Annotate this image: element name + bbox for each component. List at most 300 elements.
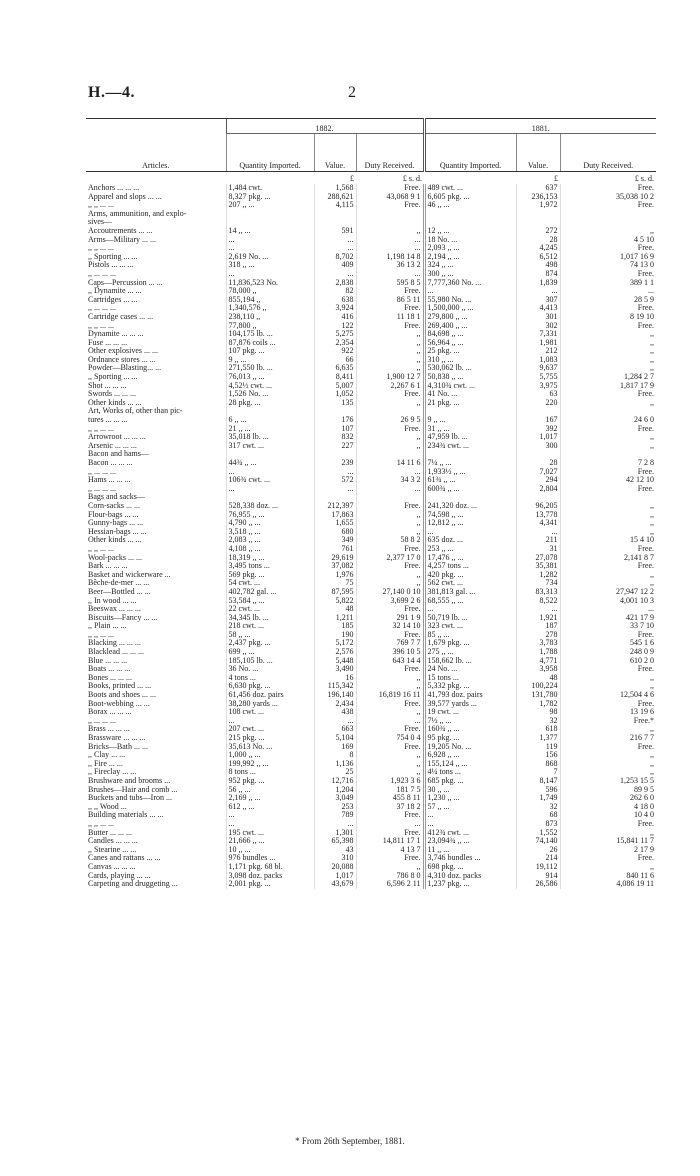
value-1881-cell: 498 (516, 261, 560, 270)
value-1881-cell (516, 210, 560, 219)
article-cell: Carpeting and druggeting ... (88, 880, 178, 889)
quantity-1881-cell: 12,812 ,, ... (424, 519, 516, 528)
table-row (86, 872, 656, 881)
quantity-1881-cell: 269,400 ,, ... (424, 322, 516, 331)
quantity-1881-cell: 11 ,, ... (424, 846, 516, 855)
article-cell: Brushware and brooms ... (88, 776, 171, 785)
duty-1881-cell: ,, (560, 751, 656, 760)
value-1882-cell: 1,655 (314, 519, 356, 528)
table-row (86, 725, 656, 734)
quantity-1881-cell: 2,093 ,, ... (424, 244, 516, 253)
duty-1882-cell: 786 8 0 (356, 872, 424, 881)
value-1882-cell: 1,017 (314, 872, 356, 881)
table-row (86, 674, 656, 683)
article-cell: Beer—Bottled ... ... (88, 587, 151, 596)
value-1881-cell: 187 (516, 622, 560, 631)
quantity-1882-cell: 1,171 pkg. 68 bl. (226, 863, 314, 872)
article-cell: Ordnance stores ... ... (88, 355, 156, 364)
page-number: 2 (348, 84, 356, 101)
article-cell: ,, Sporting ... ... (88, 373, 138, 382)
value-1881-cell: 301 (516, 313, 560, 322)
value-1881-cell: 1,921 (516, 614, 560, 623)
quantity-1881-cell: 4,310 doz. packs (424, 872, 516, 881)
quantity-1882-cell: 218 cwt. ... (226, 622, 314, 631)
duty-1881-cell: ,, (560, 330, 656, 339)
value-1882-cell: 176 (314, 416, 356, 425)
article-cell: Cartridge cases ... ... (88, 312, 154, 321)
value-1881-cell (516, 450, 560, 459)
quantity-1882-cell: 185,105 lb. ... (226, 657, 314, 666)
quantity-1881-cell: 18 No. ... (424, 236, 516, 245)
value-1881-cell: 873 (516, 820, 560, 829)
quantity-1881-cell: ... (424, 811, 516, 820)
table-row (86, 493, 656, 502)
quantity-1881-cell: 74,598 ,, ... (424, 511, 516, 520)
quantity-1882-cell: 10 ,, ... (226, 846, 314, 855)
duty-1881-cell: 421 17 9 (560, 614, 656, 623)
duty-1881-cell: Free. (560, 184, 656, 193)
quantity-1882-cell: 6 ,, ... (226, 416, 314, 425)
quantity-1882-cell: 54 cwt. ... (226, 579, 314, 588)
quantity-1882-cell: 14 ,, ... (226, 227, 314, 236)
quantity-1881-cell: 46 ,, ... (424, 201, 516, 210)
value-1882-cell: 572 (314, 476, 356, 485)
duty-1881-cell: 545 1 6 (560, 639, 656, 648)
article-cell: Art, Works of, other than pic- (88, 407, 183, 416)
quantity-1882-cell: 18,319 ,, ... (226, 554, 314, 563)
table-row (86, 236, 656, 245)
duty-1882-cell: 1,198 14 8 (356, 253, 424, 262)
value-1881-cell: 4,771 (516, 657, 560, 666)
value-1882-cell: 29,619 (314, 554, 356, 563)
article-cell: Bacon and hams— (88, 450, 149, 459)
value-1881-cell: 96,205 (516, 502, 560, 511)
duty-1881-cell: 7 2 8 (560, 459, 656, 468)
quantity-1881-cell: 562 cwt. ... (424, 579, 516, 588)
quantity-1881-cell: 310 ,, ... (424, 356, 516, 365)
duty-1882-cell: ,, (356, 768, 424, 777)
unit-mark: £ s. d. (402, 174, 422, 184)
table-row (86, 682, 656, 691)
quantity-1881-cell: 15 tons ... (424, 674, 516, 683)
article-cell: Books, printed ... ... (88, 682, 152, 691)
article-cell: ,, Plain ... ... (88, 622, 127, 631)
duty-1882-cell: 36 13 2 (356, 261, 424, 270)
quantity-1882-cell: 3,098 doz. packs (226, 872, 314, 881)
value-1882-cell: 2,434 (314, 700, 356, 709)
quantity-1882-cell: 952 pkg. ... (226, 777, 314, 786)
duty-1881-header: Duty Received. (560, 134, 656, 172)
duty-1881-cell: ,, (560, 364, 656, 373)
duty-1881-cell: ,, (560, 227, 656, 236)
table-row (86, 863, 656, 872)
value-1881-cell: 8,147 (516, 777, 560, 786)
value-1881-cell: 618 (516, 725, 560, 734)
article-cell: ,, ,, ... ... (88, 201, 114, 210)
value-1882-cell: 3,490 (314, 665, 356, 674)
quantity-1882-cell: ... (226, 811, 314, 820)
table-row (86, 657, 656, 666)
quantity-1881-cell: 300 ,, ... (424, 270, 516, 279)
value-1881-cell: 28 (516, 459, 560, 468)
table-row (86, 399, 656, 408)
duty-1882-cell: Free. (356, 631, 424, 640)
duty-1881-cell: 1,253 15 5 (560, 777, 656, 786)
value-1881-cell: 63 (516, 390, 560, 399)
quantity-1882-cell (226, 210, 314, 219)
article-cell: Bark ... ... ... (88, 562, 128, 571)
quantity-1882-cell: 78,000 ,, (226, 287, 314, 296)
duty-1882-cell: 26 9 5 (356, 416, 424, 425)
value-1882-cell: 227 (314, 442, 356, 451)
duty-1881-cell: Free. (560, 485, 656, 494)
duty-1882-cell: 37 18 2 (356, 803, 424, 812)
duty-1882-cell: ,, (356, 519, 424, 528)
article-cell: Accoutrements ... ... (88, 226, 153, 235)
quantity-1882-header: Quantity Imported. (226, 134, 314, 172)
quantity-1882-cell: 612 ,, ... (226, 803, 314, 812)
table-row (86, 485, 656, 494)
quantity-1882-cell: 21,666 ,, ... (226, 837, 314, 846)
duty-1882-cell: ,, (356, 760, 424, 769)
duty-1882-cell: ,, (356, 442, 424, 451)
duty-1881-cell: Free. (560, 820, 656, 829)
article-cell: Beeswax ... ... ... (88, 605, 141, 614)
value-1881-cell (516, 493, 560, 502)
table-row (86, 837, 656, 846)
duty-1882-header: Duty Received. (356, 134, 424, 172)
value-1882-cell: 5,822 (314, 597, 356, 606)
quantity-1882-cell: 8,327 pkg. ... (226, 193, 314, 202)
table-row (86, 614, 656, 623)
table-row (86, 382, 656, 391)
article-cell: ,, Fire ... ... (88, 759, 123, 768)
duty-1882-cell: Free. (356, 287, 424, 296)
quantity-1881-cell: 25 pkg. ... (424, 347, 516, 356)
quantity-1882-cell: 9 ,, ... (226, 356, 314, 365)
table-row (86, 545, 656, 554)
value-1881-cell: 32 (516, 717, 560, 726)
value-1881-cell: 300 (516, 442, 560, 451)
quantity-1881-cell: 9 ,, ... (424, 416, 516, 425)
quantity-1881-cell: 241,320 doz. ... (424, 502, 516, 511)
quantity-1882-cell: 34,345 lb. ... (226, 614, 314, 623)
value-1881-cell: 2,804 (516, 485, 560, 494)
value-1881-cell: 27,078 (516, 554, 560, 563)
duty-1882-cell: Free. (356, 304, 424, 313)
table-row (86, 416, 656, 425)
table-row (86, 571, 656, 580)
value-1882-cell: 135 (314, 399, 356, 408)
quantity-1882-cell: 1,000 ,, ... (226, 751, 314, 760)
duty-1882-cell: 769 7 7 (356, 639, 424, 648)
value-1882-cell: ... (314, 717, 356, 726)
table-row (86, 468, 656, 477)
quantity-1882-cell: ... (226, 270, 314, 279)
value-1881-cell: 4,341 (516, 519, 560, 528)
duty-1882-cell: 643 14 4 (356, 657, 424, 666)
value-1881-cell: 236,153 (516, 193, 560, 202)
quantity-1882-cell: 528,338 doz. ... (226, 502, 314, 511)
article-cell: Gunny-bags ... ... (88, 519, 144, 528)
article-cell: Blacking ... ... ... (88, 639, 141, 648)
duty-1882-cell: ,, (356, 399, 424, 408)
value-1882-cell (314, 493, 356, 502)
article-cell: Bricks—Bath ... ... (88, 742, 148, 751)
duty-1882-cell: 32 14 10 (356, 622, 424, 631)
duty-1882-cell: ,, (356, 571, 424, 580)
quantity-1881-cell: 7¼ ,, ... (424, 459, 516, 468)
duty-1881-cell: Free. (560, 665, 656, 674)
quantity-1881-cell: 253 ,, ... (424, 545, 516, 554)
table-row (86, 218, 656, 227)
article-cell: ,, ,, Wood ... (88, 802, 127, 811)
quantity-1881-cell: 160¾ ,, ... (424, 725, 516, 734)
article-cell: ,, ... ... ... (88, 716, 116, 725)
value-1881-cell: 1,839 (516, 279, 560, 288)
quantity-1882-cell: 238,110 ,, (226, 313, 314, 322)
duty-1881-cell: ,, (560, 502, 656, 511)
value-1882-cell (314, 407, 356, 416)
quantity-1881-cell: 158,662 lb. ... (424, 657, 516, 666)
duty-1881-cell: ,, (560, 511, 656, 520)
article-cell: ,, ,, ... ... (88, 244, 114, 253)
value-1882-cell: 37,082 (314, 562, 356, 571)
article-cell: Bags and sacks— (88, 493, 145, 502)
quantity-1881-cell: 698 pkg. ... (424, 863, 516, 872)
table-row (86, 820, 656, 829)
value-1882-cell: 6,635 (314, 364, 356, 373)
quantity-1882-cell: 35,018 lb. ... (226, 433, 314, 442)
quantity-1881-cell: 24 No. ... (424, 665, 516, 674)
duty-1882-cell: Free. (356, 700, 424, 709)
value-1882-cell: 16 (314, 674, 356, 683)
duty-1881-cell: Free. (560, 390, 656, 399)
quantity-1881-cell: 55,980 No. ... (424, 296, 516, 305)
quantity-1881-cell: 1,237 pkg. ... (424, 880, 516, 889)
table-row (86, 554, 656, 563)
duty-1882-cell: 2,267 6 1 (356, 382, 424, 391)
duty-1881-cell: ,, (560, 399, 656, 408)
table-row (86, 330, 656, 339)
duty-1882-cell: Free. (356, 322, 424, 331)
value-1881-cell: 307 (516, 296, 560, 305)
value-1882-cell: 663 (314, 725, 356, 734)
quantity-1882-cell: 2,437 pkg. ... (226, 639, 314, 648)
duty-1881-cell: ,, (560, 674, 656, 683)
value-1882-cell: 5,104 (314, 734, 356, 743)
value-1882-cell: 761 (314, 545, 356, 554)
value-1881-cell: 35,381 (516, 562, 560, 571)
value-1882-cell: 1,568 (314, 184, 356, 193)
quantity-1881-cell: 4,257 tons ... (424, 562, 516, 571)
quantity-1881-cell: 1,933½ ,, ... (424, 468, 516, 477)
value-1881-cell: ... (516, 287, 560, 296)
duty-1882-cell (356, 450, 424, 459)
value-1881-cell: 68 (516, 811, 560, 820)
value-1881-cell: 1,749 (516, 794, 560, 803)
quantity-1882-cell: 8 tons ... (226, 768, 314, 777)
quantity-1882-cell: 317 cwt. ... (226, 442, 314, 451)
value-1881-cell: 19,112 (516, 863, 560, 872)
duty-1882-cell: ... (356, 270, 424, 279)
article-cell: Wool-packs ... ... (88, 553, 143, 562)
duty-1881-cell: ,, (560, 579, 656, 588)
value-1881-cell: 131,780 (516, 691, 560, 700)
quantity-1882-cell: ... (226, 236, 314, 245)
table-row (86, 854, 656, 863)
duty-1881-cell: 12,504 4 6 (560, 691, 656, 700)
value-1882-cell: 107 (314, 425, 356, 434)
duty-1881-cell: 13 19 6 (560, 708, 656, 717)
table-row (86, 433, 656, 442)
article-cell: Hams ... ... ... (88, 476, 131, 485)
table-row (86, 364, 656, 373)
value-1881-cell: 294 (516, 476, 560, 485)
value-1881-cell: 214 (516, 854, 560, 863)
value-1882-cell: 5,007 (314, 382, 356, 391)
article-cell: ,, Fireclay ... ... (88, 768, 137, 777)
duty-1882-cell: 34 3 2 (356, 476, 424, 485)
value-1881-cell: 48 (516, 674, 560, 683)
quantity-1881-header: Quantity Imported. (424, 134, 516, 172)
article-cell: tures ... ... ... (88, 416, 128, 425)
duty-1882-cell: 1,900 12 7 (356, 373, 424, 382)
quantity-1881-cell: 50,838 ,, ... (424, 373, 516, 382)
quantity-1881-cell: 57 ,, ... (424, 803, 516, 812)
article-cell: Arms—Military ... ... (88, 235, 156, 244)
value-1882-cell: ... (314, 236, 356, 245)
quantity-1882-cell: 4,52½ cwt. ... (226, 382, 314, 391)
value-1881-cell: 1,083 (516, 356, 560, 365)
duty-1881-cell (560, 407, 656, 416)
duty-1881-cell: Free. (560, 562, 656, 571)
duty-1882-cell: 6,596 2 11 (356, 880, 424, 889)
quantity-1881-cell: 279,800 ,, ... (424, 313, 516, 322)
value-1881-cell: 1,282 (516, 571, 560, 580)
value-1882-cell: 2,838 (314, 279, 356, 288)
duty-1882-cell: Free. (356, 725, 424, 734)
value-1881-cell: 3,783 (516, 639, 560, 648)
table-row (86, 184, 656, 193)
value-1881-cell: ... (516, 605, 560, 614)
duty-1882-cell: 43,068 9 1 (356, 193, 424, 202)
duty-1881-cell: 42 12 10 (560, 476, 656, 485)
quantity-1881-cell: ... (424, 605, 516, 614)
year-1882-header: 1882. (226, 119, 424, 134)
article-cell: Candles ... ... ... (88, 837, 138, 846)
imports-table (86, 118, 656, 889)
value-1881-cell: 6,512 (516, 253, 560, 262)
duty-1882-cell: ,, (356, 751, 424, 760)
article-cell: Boot-webbing ... ... (88, 699, 150, 708)
value-1881-cell: 734 (516, 579, 560, 588)
value-1882-cell: 20,088 (314, 863, 356, 872)
table-row (86, 751, 656, 760)
quantity-1882-cell: 1,526 No. ... (226, 390, 314, 399)
value-1881-cell: 5,755 (516, 373, 560, 382)
value-1881-cell: 212 (516, 347, 560, 356)
value-1882-cell: 310 (314, 854, 356, 863)
duty-1882-cell: 14,811 17 1 (356, 837, 424, 846)
value-1881-cell: 302 (516, 322, 560, 331)
duty-1881-cell: Free. (560, 304, 656, 313)
duty-1881-cell: 28 5 9 (560, 296, 656, 305)
value-1882-cell: 48 (314, 605, 356, 614)
value-1882-cell: 43 (314, 846, 356, 855)
article-cell: Other kinds ... ... (88, 536, 142, 545)
quantity-1881-cell: 12 ,, ... (424, 227, 516, 236)
quantity-1881-cell: 1,230 ,, ... (424, 794, 516, 803)
article-cell: ,, ,, ... ... (88, 424, 114, 433)
quantity-1882-cell: 44¾ ,, ... (226, 459, 314, 468)
quantity-1881-cell: 30 ,, ... (424, 786, 516, 795)
article-cell: Cartridges ... ... (88, 295, 138, 304)
value-1882-cell: 1,052 (314, 390, 356, 399)
quantity-1881-cell: 155,124 ,, ... (424, 760, 516, 769)
value-1882-cell: 5,172 (314, 639, 356, 648)
duty-1882-cell: Free. (356, 811, 424, 820)
article-cell: Shot ... ... ... (88, 381, 127, 390)
quantity-1881-cell: 324 ,, ... (424, 261, 516, 270)
quantity-1882-cell: 1,484 cwt. (226, 184, 314, 193)
table-row (86, 502, 656, 511)
table-row (86, 304, 656, 313)
table-row (86, 579, 656, 588)
table-row (86, 786, 656, 795)
article-cell: Bones ... ... ... (88, 673, 132, 682)
quantity-1881-cell: 420 pkg. ... (424, 571, 516, 580)
quantity-1882-cell: 76,013 ,, ... (226, 373, 314, 382)
quantity-1881-cell: 685 pkg. ... (424, 777, 516, 786)
duty-1881-cell: Free. (560, 545, 656, 554)
duty-1881-cell: Free.* (560, 717, 656, 726)
duty-1882-cell: ,, (356, 356, 424, 365)
value-1881-cell: 7 (516, 768, 560, 777)
table-row (86, 442, 656, 451)
quantity-1882-cell: 35,613 No. ... (226, 743, 314, 752)
table-body (86, 184, 656, 889)
value-1882-cell: 409 (314, 261, 356, 270)
quantity-1881-cell: ... (424, 287, 516, 296)
table-row (86, 777, 656, 786)
article-cell: Powder—Blasting... ... (88, 364, 162, 373)
quantity-1881-cell: 412¾ cwt. ... (424, 829, 516, 838)
quantity-1881-cell: 17,476 ,, ... (424, 554, 516, 563)
value-1881-cell: 3,958 (516, 665, 560, 674)
duty-1881-cell: Free. (560, 322, 656, 331)
value-1881-cell: 98 (516, 708, 560, 717)
article-cell: ,, In wood ... ... (88, 596, 137, 605)
value-1881-cell: 637 (516, 184, 560, 193)
duty-1882-cell: ,, (356, 330, 424, 339)
value-1881-cell: 9,637 (516, 364, 560, 373)
duty-1882-cell: 4 13 7 (356, 846, 424, 855)
table-row (86, 665, 656, 674)
duty-1882-cell (356, 493, 424, 502)
duty-1882-cell: ... (356, 820, 424, 829)
quantity-1881-cell (424, 493, 516, 502)
duty-1881-cell: ,, (560, 433, 656, 442)
duty-1881-cell: Free. (560, 468, 656, 477)
table-row (86, 519, 656, 528)
duty-1882-cell: Free. (356, 665, 424, 674)
quantity-1882-cell: 11,836,523 No. (226, 279, 314, 288)
value-1882-cell: 1,204 (314, 786, 356, 795)
duty-1882-cell (356, 407, 424, 416)
value-1882-cell: ... (314, 468, 356, 477)
quantity-1881-cell: 4¼ tons ... (424, 768, 516, 777)
